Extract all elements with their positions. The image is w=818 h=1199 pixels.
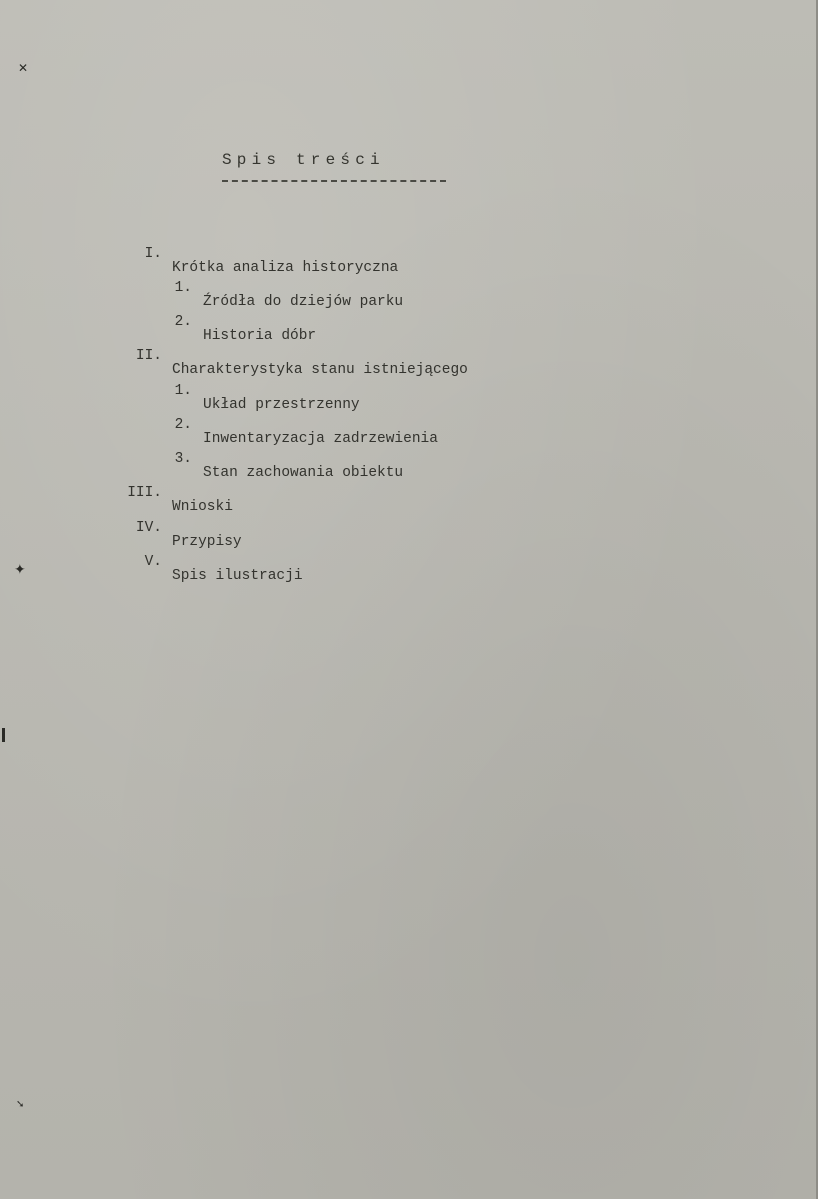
registration-mark-icon: ✕ bbox=[18, 61, 29, 75]
toc-number: 1. bbox=[174, 279, 192, 296]
toc-title: Stan zachowania obiektu bbox=[203, 465, 404, 481]
toc-number: III. bbox=[127, 484, 162, 501]
title-underline bbox=[222, 180, 446, 182]
toc-title: Inwentaryzacja zadrzewienia bbox=[203, 431, 438, 447]
toc-number: IV. bbox=[135, 519, 162, 536]
toc-number: V. bbox=[144, 553, 162, 570]
toc-number: 2. bbox=[174, 416, 192, 433]
toc-number: I. bbox=[144, 245, 162, 262]
toc-title: Spis ilustracji bbox=[172, 568, 303, 584]
toc-number: 2. bbox=[174, 313, 192, 330]
toc-number: 1. bbox=[174, 382, 192, 399]
toc-title: Historia dóbr bbox=[203, 328, 317, 344]
toc-number: II. bbox=[135, 347, 162, 364]
punch-mark bbox=[2, 728, 5, 742]
toc-title: Przypisy bbox=[172, 534, 242, 550]
registration-mark-icon: ✦ bbox=[14, 562, 26, 578]
toc-title: Źródła do dziejów parku bbox=[203, 294, 404, 310]
registration-mark-icon: ➘ bbox=[16, 1099, 25, 1110]
page-title: Spis treści bbox=[222, 151, 385, 169]
toc-title: Charakterystyka stanu istniejącego bbox=[172, 362, 468, 378]
toc-title: Krótka analiza historyczna bbox=[172, 260, 399, 276]
toc-title: Wnioski bbox=[172, 499, 233, 515]
toc-title: Układ przestrzenny bbox=[203, 397, 360, 413]
toc-number: 3. bbox=[174, 450, 192, 467]
